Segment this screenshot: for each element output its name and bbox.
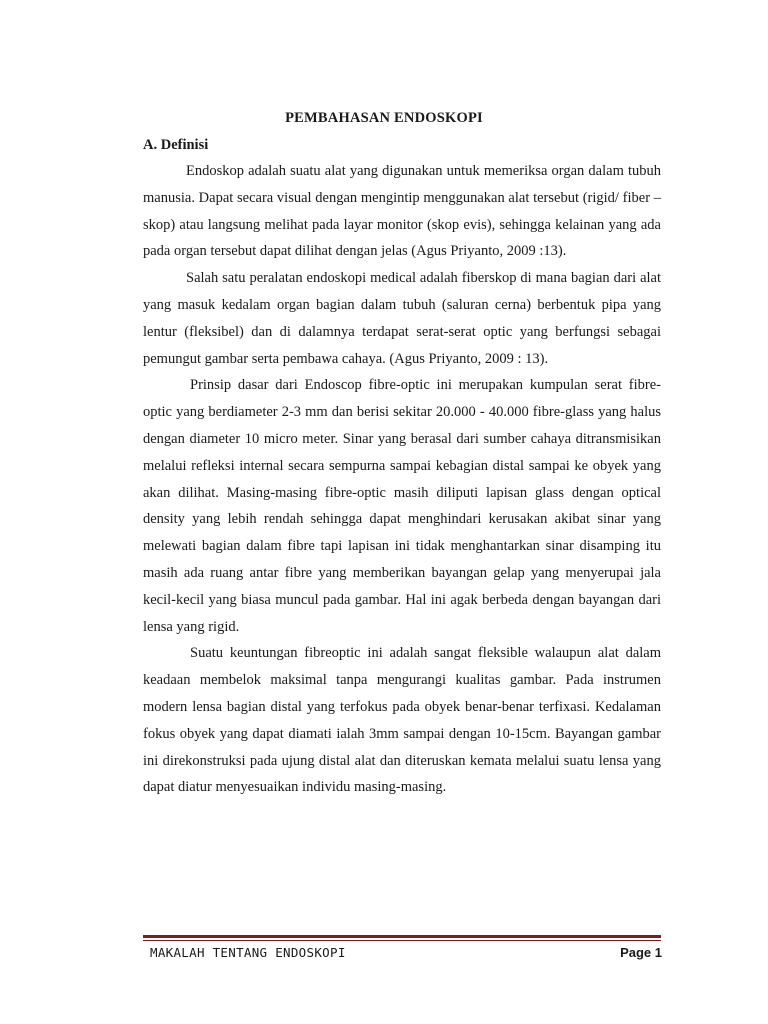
footer-divider-thin bbox=[143, 940, 661, 941]
footer-page-number: Page 1 bbox=[620, 945, 662, 960]
paragraph-2: Salah satu peralatan endoskopi medical adalah fiberskop di mana bagian dari alat yang masuk kedalam organ bagian dalam tubuh (saluran cerna) berbentuk pipa yang lentur (fleksibel) dan di dalamnya terdapat serat-serat optic yang berfungsi sebagai pemungut gambar serta pembawa cahaya. (Agus Priyanto, 2009 : 13). bbox=[143, 270, 661, 367]
page-title: PEMBAHASAN ENDOSKOPI bbox=[285, 110, 483, 126]
footer-divider-thick bbox=[143, 935, 661, 938]
footer-document-title: MAKALAH TENTANG ENDOSKOPI bbox=[150, 945, 346, 960]
section-heading-definisi: A. Definisi bbox=[143, 137, 209, 153]
body-text bbox=[143, 158, 661, 801]
paragraph-1: Endoskop adalah suatu alat yang digunakan untuk memeriksa organ dalam tubuh manusia. Dapat secara visual dengan mengintip menggunakan alat tersebut (rigid/ fiber – skop) atau langsung melihat pada layar monitor (skop evis), sehingga kelainan yang ada pada organ tersebut dapat dilihat dengan jelas (Agus Priyanto, 2009 :13). bbox=[143, 163, 661, 260]
paragraph-3: Prinsip dasar dari Endoscop fibre-optic ini merupakan kumpulan serat fibre-optic yang berdiameter 2-3 mm dan berisi sekitar 20.000 - 40.000 fibre-glass yang halus dengan diameter 10 micro meter. Sinar yang berasal dari sumber cahaya ditransmisikan melalui refleksi internal secara sempurna sampai kebagian distal sampai ke obyek yang akan dilihat. Masing-masing fibre-optic masih diliputi lapisan glass dengan optical density yang lebih rendah sehingga dapat menghindari kerusakan akibat sinar yang melewati bagian dalam fibre tapi lapisan ini tidak menghantarkan sinar disamping itu masih ada ruang antar fibre yang memberikan bayangan gelap yang menyerupai jala kecil-kecil yang biasa muncul pada gambar. Hal ini agak berbeda dengan bayangan dari lensa yang rigid. bbox=[143, 377, 661, 635]
paragraph-4: Suatu keuntungan fibreoptic ini adalah sangat fleksible walaupun alat dalam keadaan membelok maksimal tanpa mengurangi kualitas gambar. Pada instrumen modern lensa bagian distal yang terfokus pada obyek benar-benar terfixasi. Kedalaman fokus obyek yang dapat diamati ialah 3mm sampai dengan 10-15cm. Bayangan gambar ini direkonstruksi pada ujung distal alat dan diteruskan kemata melalui suatu lensa yang dapat diatur menyesuaikan individu masing-masing. bbox=[143, 645, 661, 796]
